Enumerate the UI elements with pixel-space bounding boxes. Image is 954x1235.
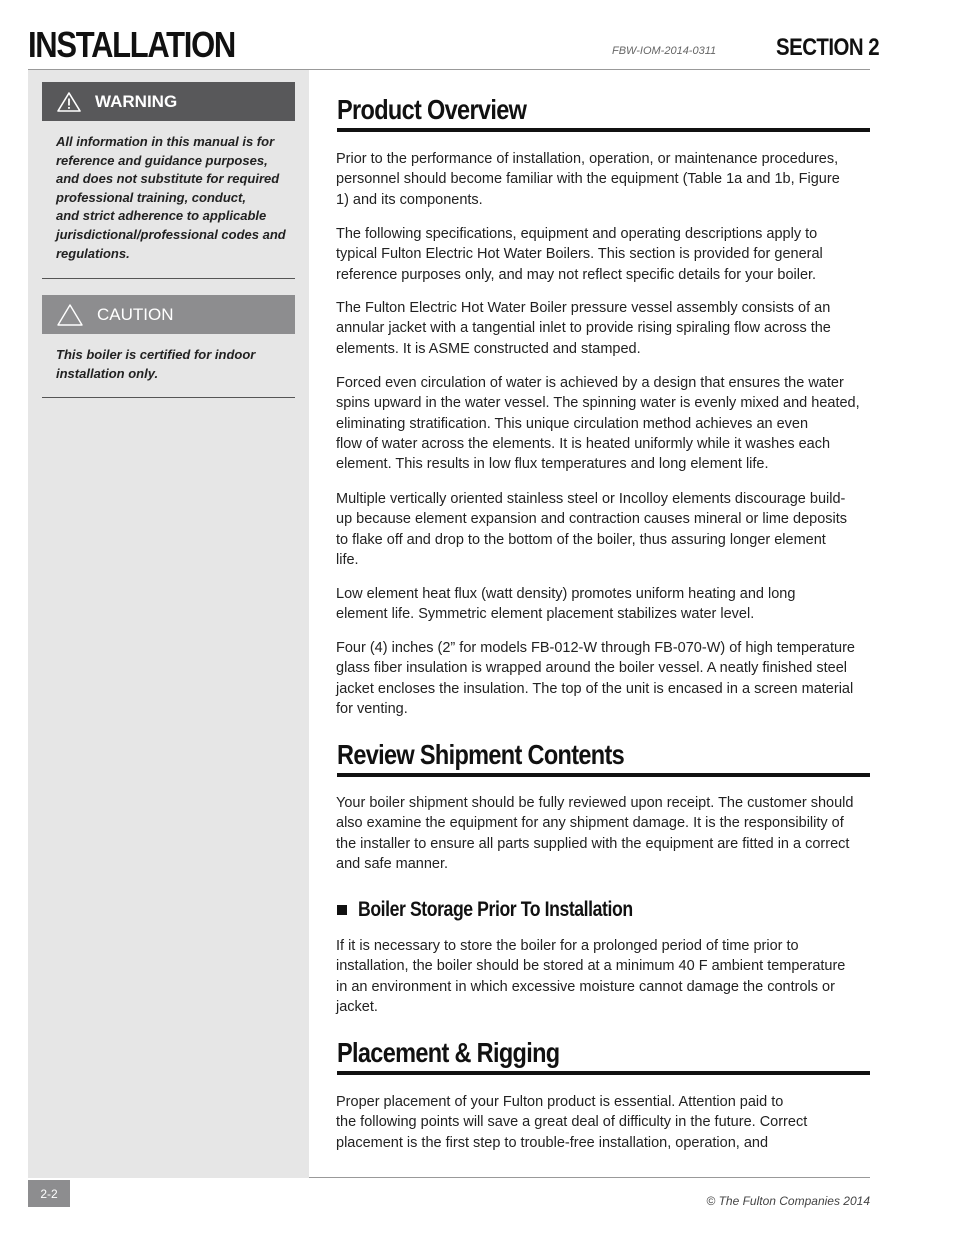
warning-line: reference and guidance purposes,	[56, 152, 268, 168]
copyright: © The Fulton Companies 2014	[706, 1194, 870, 1208]
warning-label: WARNING	[95, 91, 178, 111]
warning-line: and does not substitute for required	[56, 171, 280, 187]
document-number: FBW-IOM-2014-0311	[612, 45, 717, 57]
heading-underline	[337, 1071, 870, 1075]
heading-review-shipment: Review Shipment Contents	[337, 739, 625, 770]
caution-label: CAUTION	[97, 304, 174, 324]
heading-product-overview: Product Overview	[337, 94, 527, 125]
section-title: INSTALLATION	[28, 24, 235, 65]
paragraph: Proper placement of your Fulton product is essential. Attention paid to the following points will save a great deal of difficulty in the future. Correct placement is the first step to trouble-free installation, operation, and	[336, 1094, 808, 1151]
paragraph: Forced even circulation of water is achieved by a design that ensures the water spins upward in the water vessel. The spinning water is evenly mixed and heated, eliminating stratification. This unique circulation method achieves an even flow of water across the elements. It is heated uniformly while it washes each element. This results in low flux temperatures and long element life.	[336, 375, 860, 473]
warning-line: regulations.	[56, 245, 130, 261]
caution-triangle-icon	[57, 304, 83, 326]
paragraph: Your boiler shipment should be fully reviewed upon receipt. The customer should also examine the equipment for any shipment damage. It is the responsibility of the installer to ensure all parts supplied with the equipment are fitted in a correct and safe manner.	[336, 795, 854, 872]
warning-divider	[42, 278, 295, 279]
warning-text	[56, 133, 288, 263]
heading-underline	[337, 128, 870, 132]
caution-line: This boiler is certified for indoor	[56, 347, 256, 362]
caution-line: installation only.	[56, 365, 159, 381]
warning-line: and strict adherence to applicable	[56, 208, 267, 224]
paragraph: The following specifications, equipment and operating descriptions apply to typical Fulton Electric Hot Water Boilers. This section is provided for general reference purposes only, and may not reflect specific details for your boiler.	[336, 226, 823, 283]
paragraph: Multiple vertically oriented stainless steel or Incolloy elements discourage build- up because element expansion and contraction causes mineral or lime deposits to flake off and drop to the bottom of the boiler, thus assuring longer element life.	[336, 491, 848, 568]
page-number: 2-2	[28, 1180, 70, 1207]
paragraph: Four (4) inches (2” for models FB-012-W through FB-070-W) of high temperature glass fiber insulation is wrapped around the boiler vessel. A neatly finished steel jacket encloses the insulation. The top of the unit is encased in a screen material for venting.	[336, 640, 855, 717]
heading-underline	[337, 773, 870, 777]
section-label: SECTION 2	[776, 34, 880, 61]
caution-header	[42, 295, 295, 334]
warning-triangle-icon	[57, 92, 81, 112]
paragraph: The Fulton Electric Hot Water Boiler pressure vessel assembly consists of an annular jacket with a tangential inlet to provide rising spiraling flow across the elements. It is ASME constructed and stamped.	[336, 300, 831, 357]
heading-placement-rigging: Placement & Rigging	[337, 1037, 560, 1068]
paragraph: If it is necessary to store the boiler for a prolonged period of time prior to installation, the boiler should be stored at a minimum 40 F ambient temperature in an environment in which excessive moisture cannot damage the controls or jacket.	[336, 938, 846, 1015]
warning-header	[42, 82, 295, 121]
paragraph: Low element heat flux (watt density) promotes uniform heating and long element life. Symmetric element placement stabilizes water level.	[336, 586, 796, 623]
warning-line: professional training, conduct,	[56, 189, 246, 205]
caution-text	[56, 346, 288, 383]
subheading-boiler-storage	[337, 898, 685, 922]
warning-line: All information in this manual is for	[56, 134, 275, 149]
caution-divider	[42, 397, 295, 398]
footer-divider	[309, 1177, 870, 1178]
paragraph: Prior to the performance of installation, operation, or maintenance procedures, personnel should become familiar with the equipment (Table 1a and 1b, Figure 1) and its components.	[336, 151, 840, 208]
warning-line: jurisdictional/professional codes and	[56, 226, 286, 242]
subheading-text: Boiler Storage Prior To Installation	[358, 898, 633, 921]
square-bullet-icon	[337, 905, 347, 915]
